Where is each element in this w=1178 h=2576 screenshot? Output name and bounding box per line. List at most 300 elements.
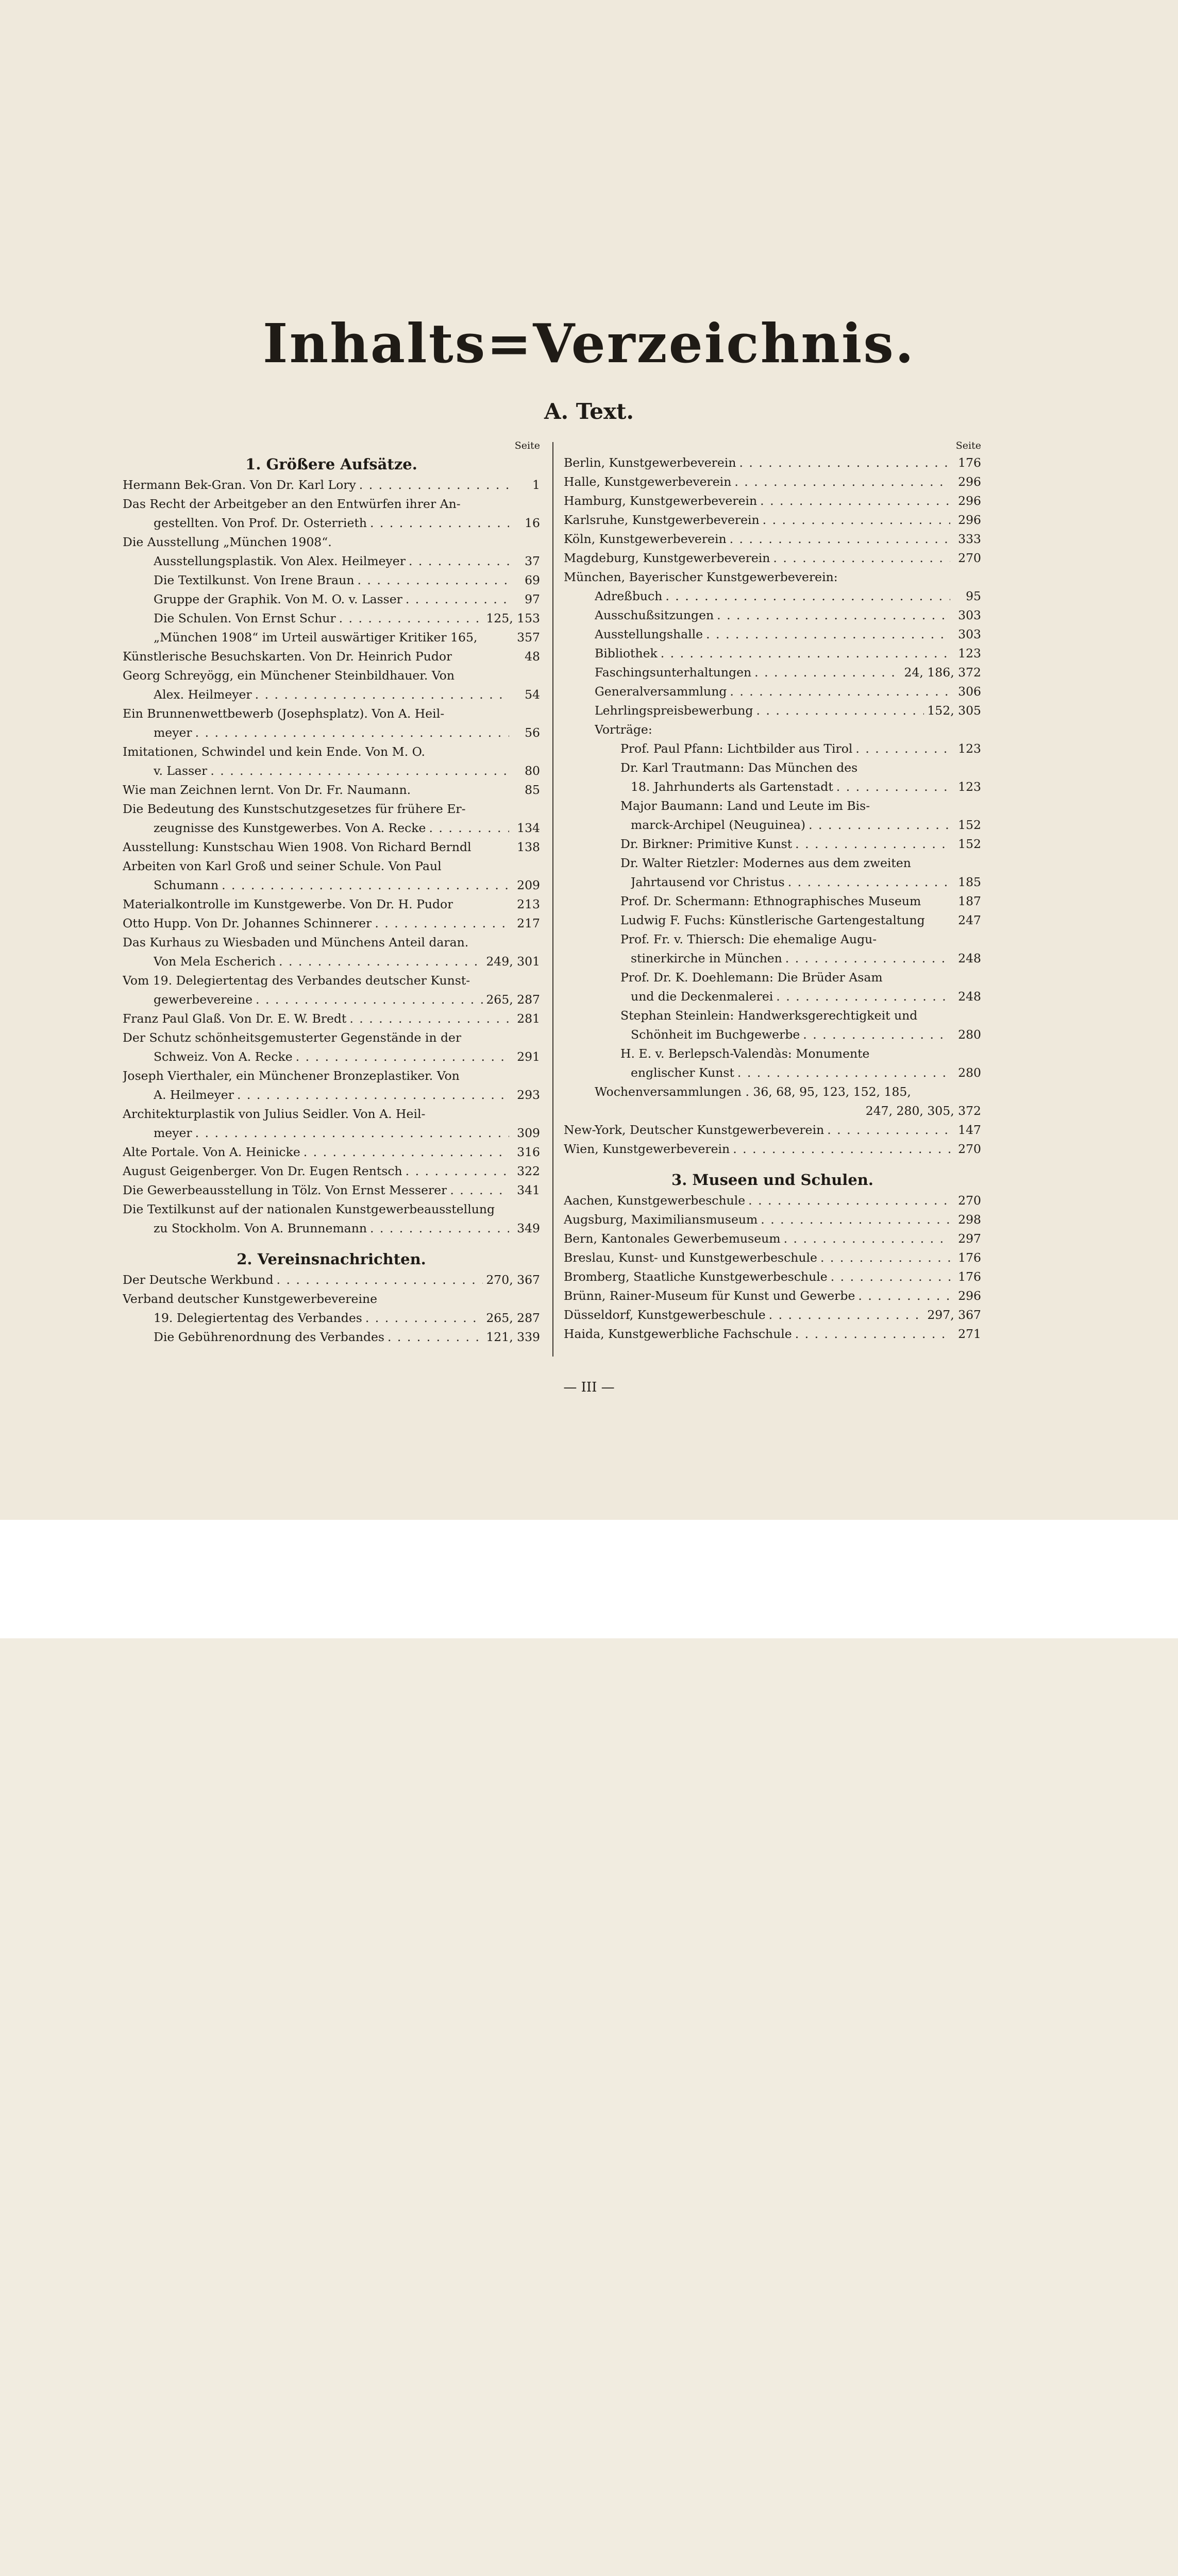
- entry-title: Joseph Vierthaler, ein Münchener Bronzeplastiker. Von: [123, 1069, 460, 1083]
- toc-entry: [123, 1009, 540, 1028]
- entry-page: 270, 367: [486, 1273, 540, 1287]
- toc-entry: [123, 1047, 540, 1066]
- entry-page: 56: [525, 725, 540, 740]
- entry-page: 248: [958, 951, 981, 965]
- entry-page: 303: [958, 627, 981, 641]
- entry-title: Lehrlingspreisbewerbung: [595, 703, 753, 718]
- entry-title: Adreßbuch: [595, 589, 663, 603]
- toc-entry: [123, 819, 540, 838]
- entry-title: Georg Schreyögg, ein Münchener Steinbildhauer. Von: [123, 668, 455, 683]
- dot-leader: [237, 1086, 509, 1105]
- entry-title: Ausstellungsplastik. Von Alex. Heilmeyer: [154, 554, 406, 568]
- entry-title: Der Schutz schönheitsgemusterter Gegenstände in der: [123, 1030, 462, 1045]
- dot-leader: [760, 492, 950, 511]
- entry-title: englischer Kunst: [631, 1065, 734, 1080]
- entry-page: 134: [517, 821, 540, 835]
- toc-entry: [123, 666, 540, 685]
- dot-leader: [296, 1047, 509, 1066]
- dot-leader: [803, 1025, 950, 1044]
- dot-leader: [773, 549, 950, 568]
- dot-leader: [763, 511, 950, 530]
- toc-entry: [123, 1328, 540, 1347]
- left-groups: [123, 453, 540, 1347]
- entry-page: 54: [525, 687, 540, 702]
- entry-page: 296: [958, 474, 981, 489]
- entry-title: Die Bedeutung des Kunstschutzgesetzes für frühere Er-: [123, 802, 466, 816]
- entry-title: Hermann Bek-Gran. Von Dr. Karl Lory: [123, 478, 356, 492]
- entry-title: Hamburg, Kunstgewerbeverein: [564, 494, 758, 508]
- entry-title: Wochenversammlungen . 36, 68, 95, 123, 152, 185,: [595, 1084, 911, 1099]
- dot-leader: [370, 514, 509, 533]
- dot-leader: [809, 816, 950, 835]
- entry-page: 297: [958, 1231, 981, 1246]
- entry-page: 333: [958, 532, 981, 546]
- entry-title: Otto Hupp. Von Dr. Johannes Schinnerer: [123, 916, 372, 930]
- entry-title: Schweiz. Von A. Recke: [154, 1049, 293, 1064]
- toc-entry: [564, 968, 981, 987]
- entry-page: 176: [958, 455, 981, 470]
- toc-entry: [123, 1124, 540, 1143]
- entry-title: Faschingsunterhaltungen: [595, 665, 752, 680]
- toc-entry: [564, 1063, 981, 1082]
- entry-page: 209: [517, 878, 540, 892]
- entry-title: Köln, Kunstgewerbeverein: [564, 532, 727, 546]
- toc-entry: [564, 816, 981, 835]
- entry-title: Haida, Kunstgewerbliche Fachschule: [564, 1327, 792, 1341]
- toc-entry: [123, 1270, 540, 1290]
- entry-page: 306: [958, 684, 981, 699]
- entry-page: 280: [958, 1065, 981, 1080]
- toc-entry: [564, 663, 981, 682]
- toc-entry: [564, 701, 981, 720]
- toc-entry: [123, 1143, 540, 1162]
- entry-page: 125, 153: [486, 611, 540, 625]
- dot-leader: [737, 1063, 950, 1082]
- toc-entry: [123, 1066, 540, 1086]
- toc-entry: [123, 609, 540, 628]
- column-divider: [552, 442, 553, 1357]
- entry-title: Ludwig F. Fuchs: Künstlerische Gartengestaltung: [620, 913, 925, 927]
- dot-leader: [370, 1219, 509, 1238]
- toc-entry: [564, 1306, 981, 1325]
- entry-title: Die Gebührenordnung des Verbandes: [154, 1330, 384, 1344]
- entry-page: 296: [958, 1289, 981, 1303]
- entry-page: 281: [517, 1011, 540, 1026]
- entry-title: Gruppe der Graphik. Von M. O. v. Lasser: [154, 592, 402, 606]
- right-column: [564, 438, 981, 1344]
- entry-page: 138: [517, 840, 540, 854]
- entry-page: 121, 339: [486, 1330, 540, 1344]
- entry-page: 187: [958, 894, 981, 908]
- entry-title: Schumann: [154, 878, 219, 892]
- toc-entry: [123, 742, 540, 761]
- toc-entry: [564, 1044, 981, 1063]
- dot-leader: [256, 990, 483, 1009]
- toc-entry: [564, 1286, 981, 1306]
- dot-leader: [429, 819, 509, 838]
- entry-page: 95: [966, 589, 981, 603]
- dot-leader: [210, 761, 509, 781]
- entry-page: 270: [958, 551, 981, 565]
- entry-page: 249, 301: [486, 954, 540, 969]
- entry-title: 18. Jahrhunderts als Gartenstadt: [631, 779, 833, 794]
- toc-entry: [564, 720, 981, 739]
- dot-leader: [733, 1140, 950, 1159]
- entry-page: 213: [517, 897, 540, 911]
- entry-title: Von Mela Escherich: [154, 954, 276, 969]
- entry-title: Die Gewerbeausstellung in Tölz. Von Ernst Messerer: [123, 1183, 447, 1197]
- toc-entry: [564, 949, 981, 968]
- toc-entry: [123, 685, 540, 704]
- toc-entry: [123, 761, 540, 781]
- dot-leader: [304, 1143, 509, 1162]
- dot-leader: [831, 1267, 950, 1286]
- dot-leader: [450, 1181, 509, 1200]
- entry-title: „München 1908“ im Urteil auswärtiger Kritiker 165,: [154, 630, 478, 645]
- toc-entry: [123, 533, 540, 552]
- dot-leader: [855, 739, 950, 758]
- toc-entry: [564, 1140, 981, 1159]
- entry-title: Verband deutscher Kunstgewerbevereine: [123, 1292, 378, 1306]
- entry-title: Alte Portale. Von A. Heinicke: [123, 1145, 300, 1159]
- entry-page: 152: [958, 837, 981, 851]
- toc-entry: [564, 644, 981, 663]
- toc-entry: [123, 571, 540, 590]
- entry-page: 123: [958, 741, 981, 756]
- entry-page: 265, 287: [486, 1311, 540, 1325]
- toc-entry: [564, 1101, 981, 1121]
- dot-leader: [706, 625, 950, 644]
- toc-entry: [123, 838, 540, 857]
- toc-entry: [123, 704, 540, 723]
- dot-leader: [277, 1270, 483, 1290]
- toc-entry: [564, 587, 981, 606]
- entry-title: Ausschußsitzungen: [595, 608, 714, 622]
- group-heading: 1. Größere Aufsätze.: [245, 455, 417, 473]
- toc-entry: [123, 914, 540, 933]
- group-heading: 2. Vereinsnachrichten.: [237, 1250, 426, 1268]
- toc-entry: [564, 492, 981, 511]
- entry-page: 349: [517, 1221, 540, 1235]
- entry-title: gestellten. Von Prof. Dr. Osterrieth: [154, 516, 367, 530]
- entry-page: 176: [958, 1269, 981, 1284]
- entry-title: Wien, Kunstgewerbeverein: [564, 1142, 730, 1156]
- entry-page: 270: [958, 1193, 981, 1208]
- entry-title: Vom 19. Delegiertentag des Verbandes deutscher Kunst-: [123, 973, 470, 988]
- toc-entry: [123, 1219, 540, 1238]
- entry-title: Bern, Kantonales Gewerbemuseum: [564, 1231, 781, 1246]
- dot-leader: [795, 1325, 950, 1344]
- left-column: [123, 438, 540, 1347]
- entry-page: 316: [517, 1145, 540, 1159]
- entry-page: 341: [517, 1183, 540, 1197]
- dot-leader: [795, 835, 950, 854]
- toc-entry: [564, 930, 981, 949]
- entry-title: Stephan Steinlein: Handwerksgerechtigkeit und: [620, 1008, 918, 1023]
- dot-leader: [375, 914, 509, 933]
- entry-title: Wie man Zeichnen lernt. Von Dr. Fr. Naumann.: [123, 783, 411, 797]
- entry-title: Düsseldorf, Kunstgewerbeschule: [564, 1308, 766, 1322]
- dot-leader: [349, 1009, 509, 1028]
- toc-entry: [564, 1006, 981, 1025]
- entry-title: Das Kurhaus zu Wiesbaden und Münchens Anteil daran.: [123, 935, 469, 950]
- dot-leader: [406, 590, 509, 609]
- entry-title: Franz Paul Glaß. Von Dr. E. W. Bredt: [123, 1011, 347, 1026]
- entry-title: 19. Delegiertentag des Verbandes: [154, 1311, 362, 1325]
- entry-title: zeugnisse des Kunstgewerbes. Von A. Recke: [154, 821, 426, 835]
- toc-entry: [123, 895, 540, 914]
- entry-title: Brünn, Rainer-Museum für Kunst und Gewerbe: [564, 1289, 855, 1303]
- toc-entry: [123, 495, 540, 514]
- dot-leader: [409, 552, 509, 571]
- entry-title: Der Deutsche Werkbund: [123, 1273, 274, 1287]
- entry-page: 296: [958, 513, 981, 527]
- toc-entry: [123, 990, 540, 1009]
- entry-page: 291: [517, 1049, 540, 1064]
- entry-title: Arbeiten von Karl Groß und seiner Schule. Von Paul: [123, 859, 442, 873]
- entry-page: 270: [958, 1142, 981, 1156]
- entry-title: Bibliothek: [595, 646, 658, 660]
- toc-entry: [123, 476, 540, 495]
- toc-entry: [564, 1121, 981, 1140]
- entry-page: 271: [958, 1327, 981, 1341]
- entry-page: 85: [525, 783, 540, 797]
- toc-entry: [123, 1181, 540, 1200]
- toc-entry: [564, 1248, 981, 1267]
- entry-page: 265, 287: [486, 992, 540, 1007]
- entry-title: Major Baumann: Land und Leute im Bis-: [620, 799, 870, 813]
- toc-entry: [564, 1267, 981, 1286]
- entry-title: Augsburg, Maximiliansmuseum: [564, 1212, 758, 1227]
- dot-leader: [788, 873, 950, 892]
- entry-title: Die Ausstellung „München 1908“.: [123, 535, 332, 549]
- toc-entry: [564, 530, 981, 549]
- dot-leader: [717, 606, 950, 625]
- entry-title: Das Recht der Arbeitgeber an den Entwürfen ihrer An-: [123, 497, 461, 511]
- entry-title: Künstlerische Besuchskarten. Von Dr. Heinrich Pudor: [123, 649, 452, 664]
- toc-entry: [123, 800, 540, 819]
- toc-entry: [564, 682, 981, 701]
- toc-entry: [564, 568, 981, 587]
- dot-leader: [730, 682, 950, 701]
- entry-page: 1: [532, 478, 540, 492]
- dot-leader: [406, 1162, 509, 1181]
- entry-title: Aachen, Kunstgewerbeschule: [564, 1193, 746, 1208]
- toc-entry: [564, 625, 981, 644]
- footer-bar: [0, 1520, 1178, 1638]
- dot-leader: [222, 876, 509, 895]
- toc-entry: [123, 1105, 540, 1124]
- entry-title: Imitationen, Schwindel und kein Ende. Von M. O.: [123, 744, 426, 759]
- toc-entry: [564, 1325, 981, 1344]
- entry-page: 176: [958, 1250, 981, 1265]
- entry-title: New-York, Deutscher Kunstgewerbeverein: [564, 1123, 824, 1137]
- toc-entry: [564, 911, 981, 930]
- dot-leader: [739, 453, 950, 472]
- entry-page: 147: [958, 1123, 981, 1137]
- dot-leader: [734, 472, 950, 492]
- seite-label: Seite: [514, 440, 540, 451]
- entry-title: Prof. Fr. v. Thiersch: Die ehemalige Augu-: [620, 932, 877, 946]
- toc-entry: [123, 647, 540, 666]
- entry-title: Vorträge:: [595, 722, 652, 737]
- toc-entry: [123, 1200, 540, 1219]
- toc-entry: [123, 514, 540, 533]
- entry-title: A. Heilmeyer: [154, 1088, 234, 1102]
- toc-entry: [564, 453, 981, 472]
- entry-page: 248: [958, 989, 981, 1004]
- toc-entry: [564, 758, 981, 777]
- toc-entry: [123, 876, 540, 895]
- entry-page: 48: [525, 649, 540, 664]
- toc-entry: [123, 1162, 540, 1181]
- page-number: — III —: [563, 1380, 615, 1395]
- entry-page: 97: [525, 592, 540, 606]
- dot-leader: [255, 685, 509, 704]
- entry-title: Berlin, Kunstgewerbeverein: [564, 455, 736, 470]
- toc-entry: [123, 952, 540, 971]
- toc-entry: [123, 857, 540, 876]
- page-title: Inhalts=Verzeichnis.: [262, 312, 916, 375]
- toc-entry: [123, 590, 540, 609]
- entry-page: 357: [517, 630, 540, 645]
- dot-leader: [195, 723, 509, 742]
- entry-page: 280: [958, 1027, 981, 1042]
- entry-page: 123: [958, 779, 981, 794]
- dot-leader: [756, 701, 924, 720]
- entry-title: Jahrtausend vor Christus: [631, 875, 785, 889]
- dot-leader: [776, 987, 950, 1006]
- entry-page: 123: [958, 646, 981, 660]
- entry-page: 24, 186, 372: [904, 665, 981, 680]
- toc-entry: [123, 1028, 540, 1047]
- entry-title: München, Bayerischer Kunstgewerbeverein:: [564, 570, 838, 584]
- entry-title: Dr. Karl Trautmann: Das München des: [620, 760, 858, 775]
- entry-page: 80: [525, 764, 540, 778]
- toc-entry: [564, 892, 981, 911]
- entry-title: stinerkirche in München: [631, 951, 782, 965]
- toc-entry: [564, 511, 981, 530]
- entry-title: meyer: [154, 1126, 192, 1140]
- toc-entry: [123, 781, 540, 800]
- entry-page: 293: [517, 1088, 540, 1102]
- dot-leader: [339, 609, 483, 628]
- entry-title: Ausstellungshalle: [595, 627, 703, 641]
- entry-title: August Geigenberger. Von Dr. Eugen Rentsch: [123, 1164, 402, 1178]
- entry-page: 322: [517, 1164, 540, 1178]
- entry-title: Dr. Birkner: Primitive Kunst: [620, 837, 793, 851]
- entry-page: 298: [958, 1212, 981, 1227]
- seite-label: Seite: [955, 440, 981, 451]
- dot-leader: [357, 571, 509, 590]
- entry-title: Magdeburg, Kunstgewerbeverein: [564, 551, 770, 565]
- dot-leader: [820, 1248, 950, 1267]
- toc-entry: [123, 1309, 540, 1328]
- entry-page: 185: [958, 875, 981, 889]
- toc-entry: [123, 723, 540, 742]
- toc-entry: [564, 1229, 981, 1248]
- entry-title: Die Textilkunst auf der nationalen Kunstgewerbeausstellung: [123, 1202, 495, 1216]
- dot-leader: [388, 1328, 483, 1347]
- entry-page: 37: [525, 554, 540, 568]
- entry-title: Ausstellung: Kunstschau Wien 1908. Von Richard Berndl: [123, 840, 472, 854]
- entry-title: Alex. Heilmeyer: [154, 687, 252, 702]
- toc-entry: [123, 552, 540, 571]
- toc-entry: [564, 472, 981, 492]
- entry-page: 69: [525, 573, 540, 587]
- dot-leader: [748, 1191, 950, 1210]
- dot-leader: [365, 1309, 483, 1328]
- right-groups: [564, 453, 981, 1344]
- entry-page: 152, 305: [927, 703, 981, 718]
- entry-page: 296: [958, 494, 981, 508]
- toc-entry: [564, 835, 981, 854]
- entry-title: Architekturplastik von Julius Seidler. Von A. Heil-: [123, 1107, 426, 1121]
- entry-title: Ein Brunnenwettbewerb (Josephsplatz). Von A. Heil-: [123, 706, 445, 721]
- entry-title: gewerbevereine: [154, 992, 253, 1007]
- toc-entry: [123, 1290, 540, 1309]
- entry-page: 247: [958, 913, 981, 927]
- entry-title: Bromberg, Staatliche Kunstgewerbeschule: [564, 1269, 828, 1284]
- toc-entry: [564, 549, 981, 568]
- dot-leader: [761, 1210, 950, 1229]
- dot-leader: [827, 1121, 950, 1140]
- entry-title: Prof. Dr. Schermann: Ethnographisches Museum: [620, 894, 921, 908]
- entry-page: 247, 280, 305, 372: [865, 1104, 981, 1118]
- toc-entry: [564, 739, 981, 758]
- toc-entry: [564, 1025, 981, 1044]
- dot-leader: [665, 587, 950, 606]
- entry-title: Die Schulen. Von Ernst Schur: [154, 611, 336, 625]
- entry-title: Generalversammlung: [595, 684, 727, 699]
- dot-leader: [279, 952, 483, 971]
- toc-entry: [123, 628, 540, 647]
- section-heading: A. Text.: [544, 399, 634, 424]
- entry-title: Materialkontrolle im Kunstgewerbe. Von Dr. H. Pudor: [123, 897, 453, 911]
- toc-entry: [564, 854, 981, 873]
- dot-leader: [754, 663, 901, 682]
- entry-title: Schönheit im Buchgewerbe: [631, 1027, 800, 1042]
- entry-title: Prof. Paul Pfann: Lichtbilder aus Tirol: [620, 741, 853, 756]
- dot-leader: [785, 949, 950, 968]
- toc-entry: [564, 873, 981, 892]
- dot-leader: [359, 476, 509, 495]
- entry-title: Halle, Kunstgewerbeverein: [564, 474, 732, 489]
- entry-title: Die Textilkunst. Von Irene Braun: [154, 573, 355, 587]
- entry-title: und die Deckenmalerei: [631, 989, 773, 1004]
- entry-page: 16: [525, 516, 540, 530]
- toc-entry: [564, 1191, 981, 1210]
- entry-page: 217: [517, 916, 540, 930]
- dot-leader: [769, 1306, 924, 1325]
- toc-entry: [123, 971, 540, 990]
- entry-page: 152: [958, 818, 981, 832]
- dot-leader: [730, 530, 950, 549]
- toc-entry: [123, 933, 540, 952]
- dot-leader: [784, 1229, 950, 1248]
- toc-entry: [123, 1086, 540, 1105]
- toc-entry: [564, 606, 981, 625]
- dot-leader: [836, 777, 950, 796]
- entry-title: zu Stockholm. Von A. Brunnemann: [154, 1221, 367, 1235]
- dot-leader: [195, 1124, 509, 1143]
- dot-leader: [858, 1286, 950, 1306]
- entry-page: 309: [517, 1126, 540, 1140]
- entry-title: Karlsruhe, Kunstgewerbeverein: [564, 513, 760, 527]
- toc-entry: [564, 1082, 981, 1101]
- entry-page: 303: [958, 608, 981, 622]
- entry-title: v. Lasser: [154, 764, 208, 778]
